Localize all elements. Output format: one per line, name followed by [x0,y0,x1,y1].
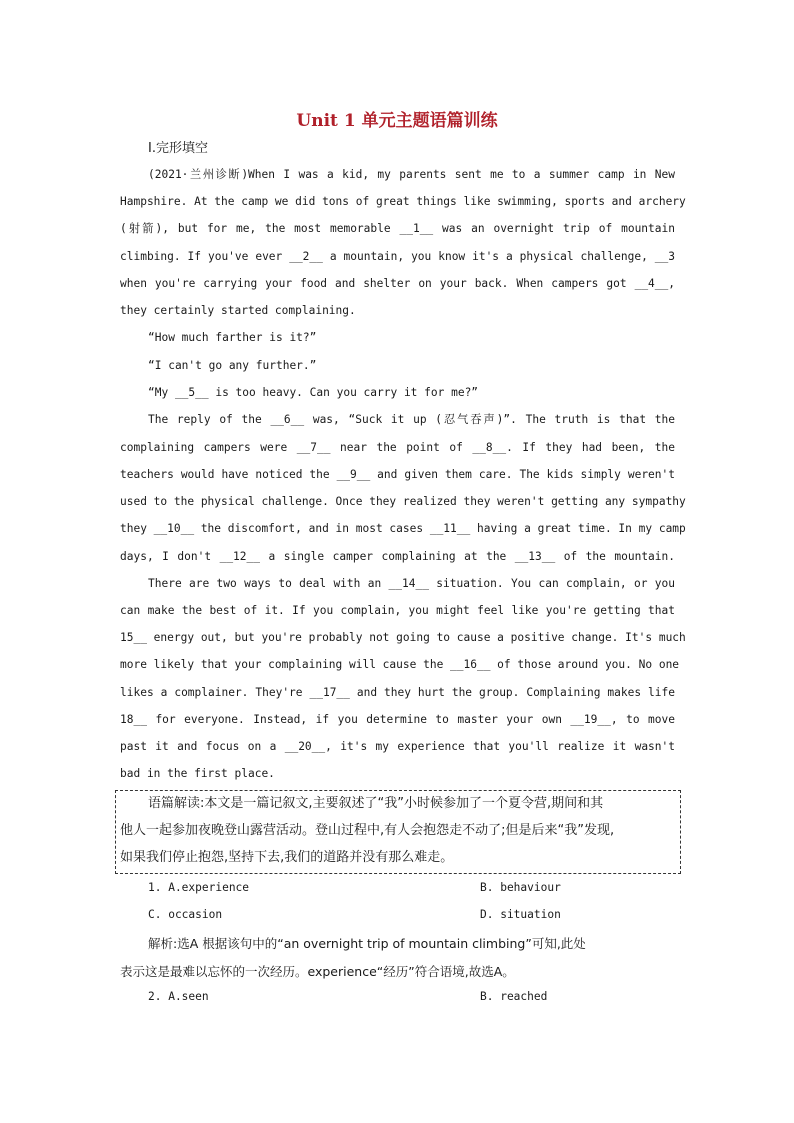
summary-line: 如果我们停止抱怨,坚持下去,我们的道路并没有那么难走。 [120,850,454,865]
passage-line: bad in the first place. [120,767,275,780]
q2-option-b: B. reached [480,990,548,1003]
summary-line: 他人一起参加夜晚登山露营活动。登山过程中,有人会抱怨走不动了;但是后来“我”发现, [120,823,615,838]
q1-analysis-line: 表示这是最难以忘怀的一次经历。experience“经历”符合语境,故选A。 [120,964,515,979]
passage-line: 18__ for everyone. Instead, if you determine to master your own __19__, to move [120,713,675,726]
passage-line: “How much farther is it?” [148,331,317,344]
passage-line: past it and focus on a __20__, it's my experience that you'll realize it wasn't [120,740,675,753]
q1-option-b: B. behaviour [480,881,561,894]
passage-line: 15__ energy out, but you're probably not going to cause a positive change. It's much [120,631,686,644]
passage-line: complaining campers were __7__ near the point of __8__. If they had been, the [120,441,675,454]
passage-line: “My __5__ is too heavy. Can you carry it for me?” [148,386,479,399]
passage-line: can make the best of it. If you complain, you might feel like you're getting that [120,604,675,617]
passage-line: they certainly started complaining. [120,304,356,317]
passage-line: climbing. If you've ever __2__ a mountain, you know it's a physical challenge, __3 [120,250,675,263]
passage-line: (2021·兰州诊断)When I was a kid, my parents sent me to a summer camp in New [148,168,675,181]
passage-line: likes a complainer. They're __17__ and they hurt the group. Complaining makes life [120,686,675,699]
section-heading: Ⅰ.完形填空 [148,141,208,156]
q1-analysis-line: 解析:选A 根据该句中的“an overnight trip of mountain climbing”可知,此处 [148,936,586,951]
page-title: Unit 1 单元主题语篇训练 [296,111,498,131]
passage-line: when you're carrying your food and shelter on your back. When campers got __4__, [120,277,675,290]
passage-line: There are two ways to deal with an __14__ situation. You can complain, or you [148,577,675,590]
passage-line: days, I don't __12__ a single camper complaining at the __13__ of the mountain. [120,550,675,563]
passage-line: Hampshire. At the camp we did tons of great things like swimming, sports and archery [120,195,686,208]
passage-line: (射箭), but for me, the most memorable __1__ was an overnight trip of mountain [120,222,675,235]
q2-option-a: 2. A.seen [148,990,209,1003]
passage-line: teachers would have noticed the __9__ and given them care. The kids simply weren't [120,468,675,481]
passage-line: more likely that your complaining will cause the __16__ of those around you. No one [120,658,680,671]
passage-line: “I can't go any further.” [148,359,317,372]
q1-option-d: D. situation [480,908,561,921]
q1-option-a: 1. A.experience [148,881,250,894]
summary-line: 语篇解读:本文是一篇记叙文,主要叙述了“我”小时候参加了一个夏令营,期间和其 [148,796,604,811]
passage-line: they __10__ the discomfort, and in most cases __11__ having a great time. In my camp [120,522,686,535]
q1-option-c: C. occasion [148,908,223,921]
passage-line: used to the physical challenge. Once they realized they weren't getting any sympathy [120,495,686,508]
passage-line: The reply of the __6__ was, “Suck it up (忍气吞声)”. The truth is that the [148,413,675,426]
